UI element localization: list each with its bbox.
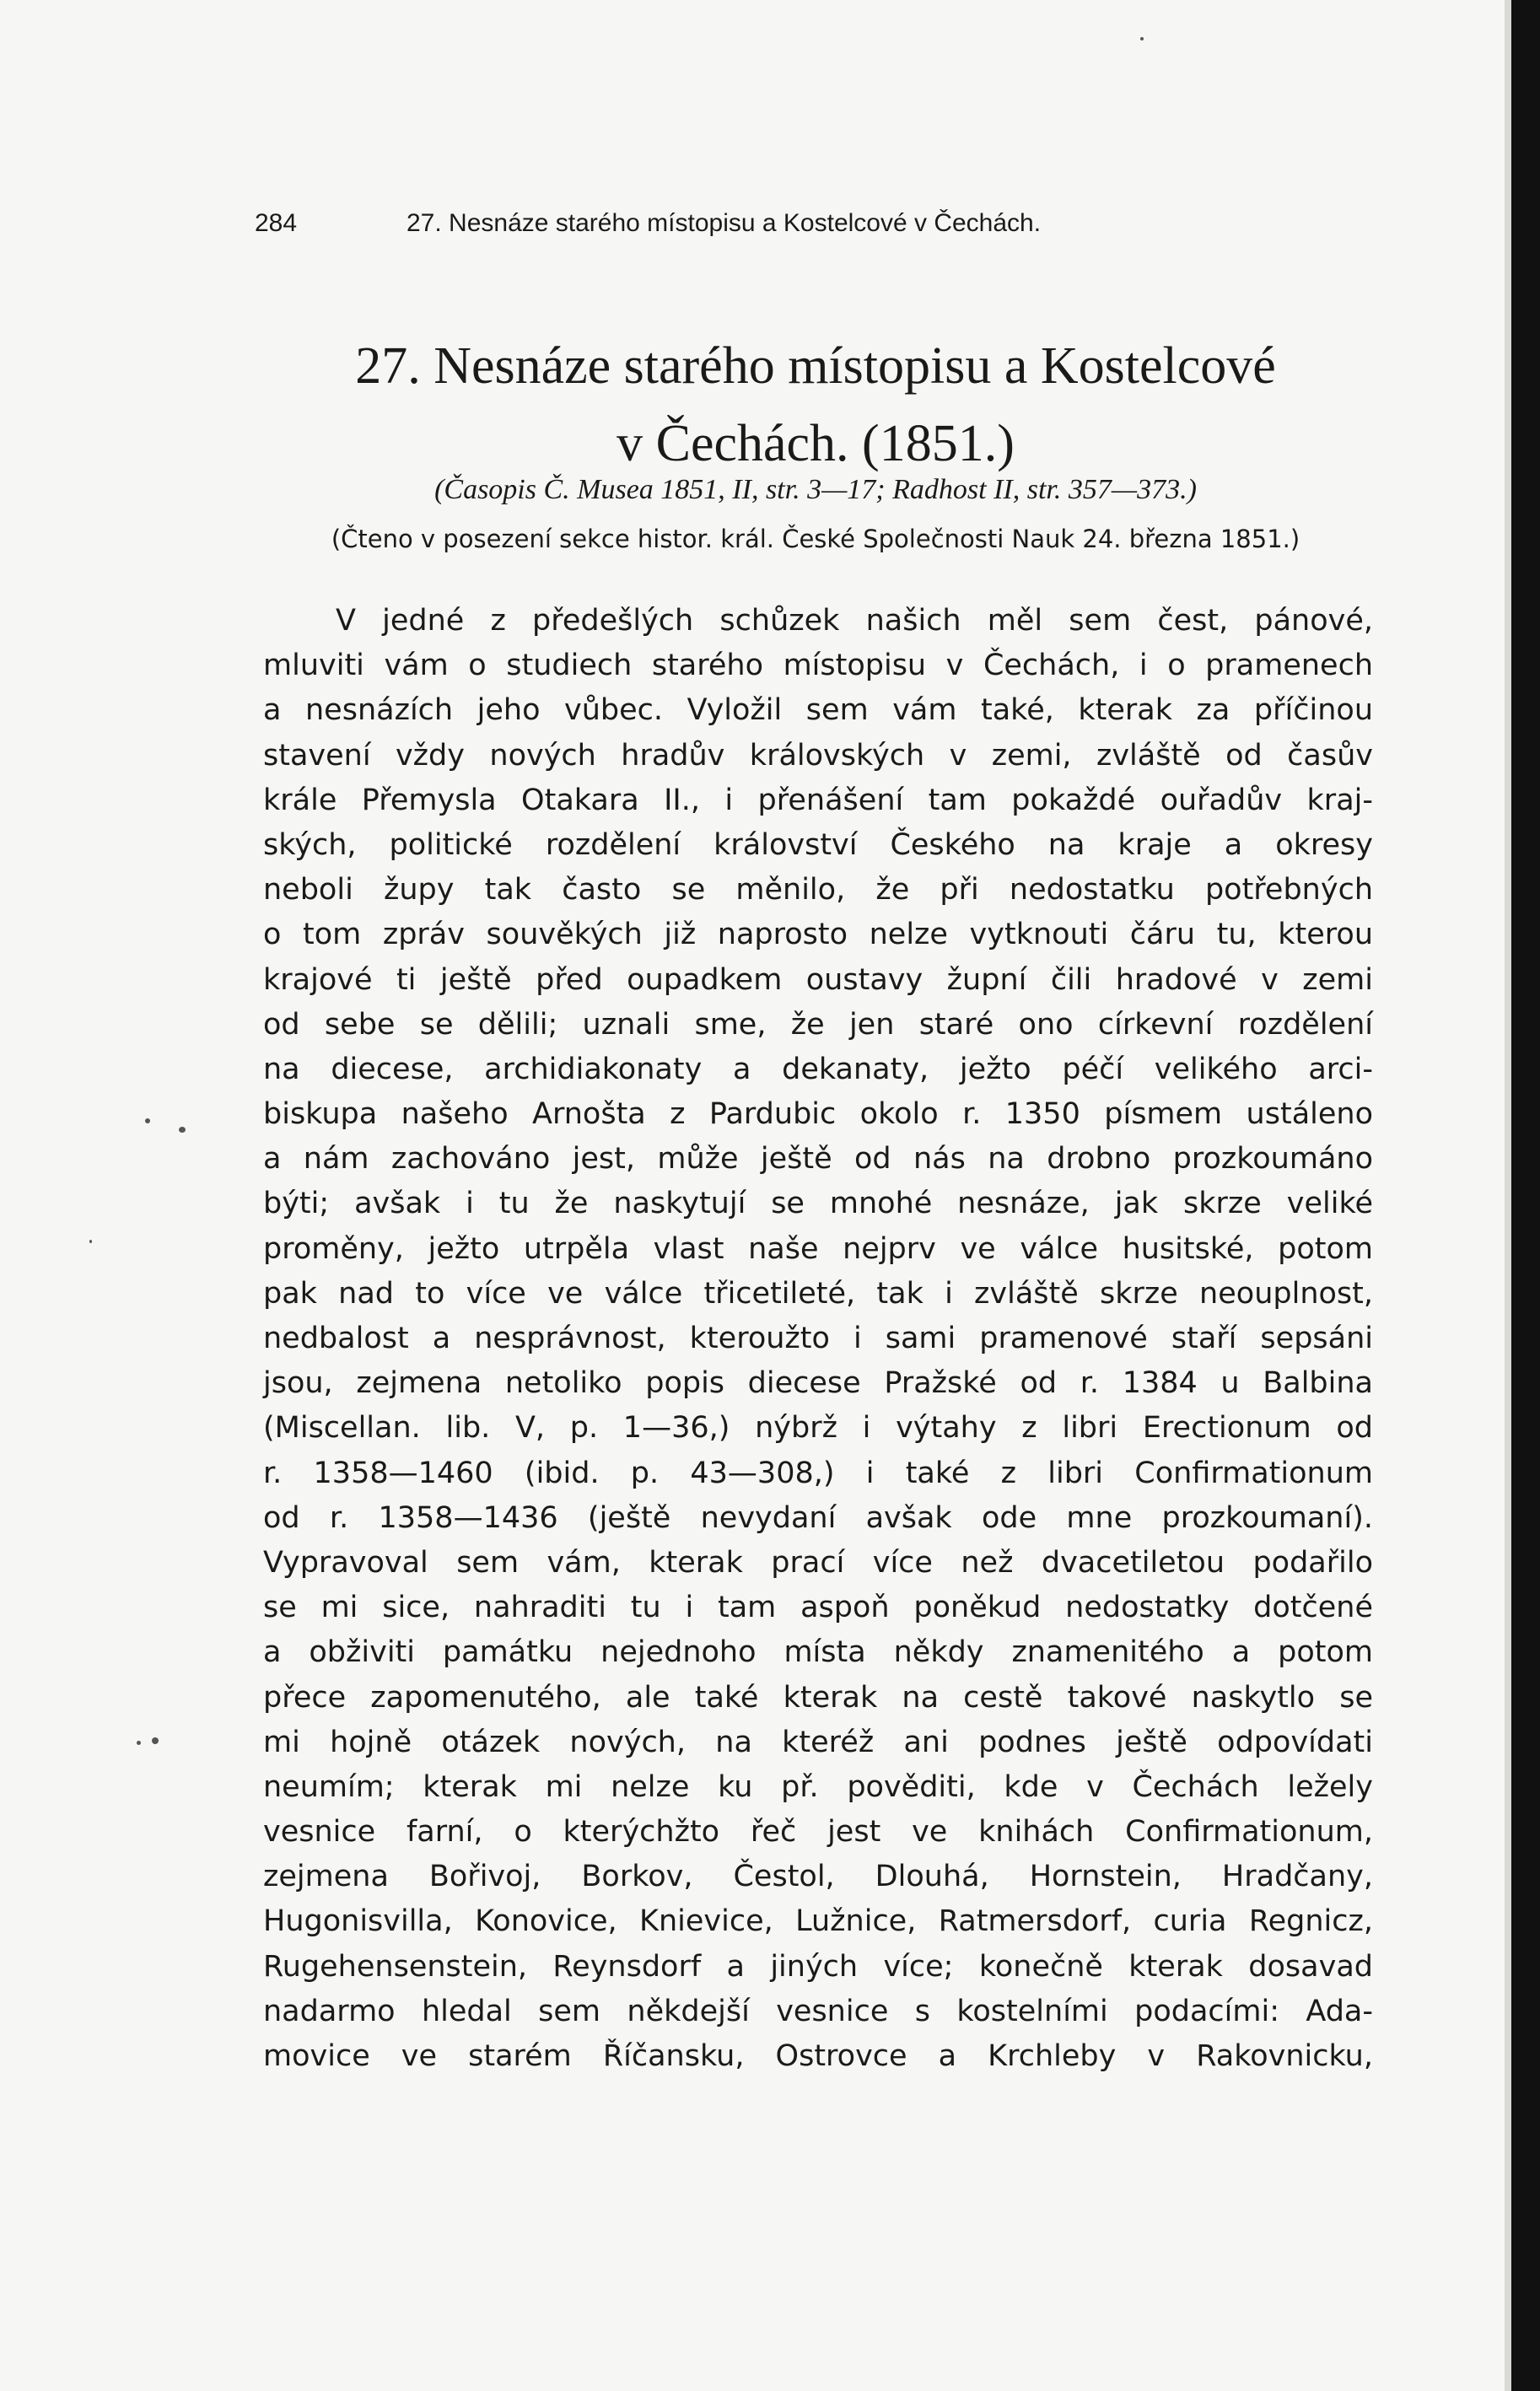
read-note: (Čteno v posezení sekce histor. král. České Společnosti Nauk 24. března 1851.) [331,525,1300,553]
body-line: býti; avšak i tu že naskytují se mnohé nesnáze, jak skrze veliké [263,1187,1373,1221]
body-line: krále Přemysla Otakara II., i přenášení tam pokaždé ouřadův kraj- [263,783,1373,817]
body-line: neumím; kterak mi nelze ku př. pověditi, kde v Čechách ležely [263,1769,1373,1804]
body-line: přece zapomenutého, ale také kterak na cestě takové naskytlo se [263,1680,1373,1715]
body-line: zejmena Bořivoj, Borkov, Čestol, Dlouhá, Hornstein, Hradčany, [263,1860,1373,1894]
body-line: vesnice farní, o kterýchžto řeč jest ve knihách Confirmationum, [263,1815,1373,1850]
body-line: pak nad to více ve válce třicetileté, tak i zvláště skrze neouplnost, [263,1276,1373,1311]
body-line: Hugonisvilla, Konovice, Knievice, Lužnice, Ratmersdorf, curia Regnicz, [263,1904,1373,1939]
body-line: biskupa našeho Arnošta z Pardubic okolo r. 1350 písmem ustáleno [263,1097,1373,1132]
page-number: 284 [255,209,298,237]
body-line: a nesnázích jeho vůbec. Vyložil sem vám také, kterak za příčinou [263,693,1373,728]
body-line: r. 1358—1460 (ibid. p. 43—308,) i také z libri Confirmationum [263,1456,1373,1490]
body-line: nadarmo hledal sem někdejší vesnice s kostelními podacími: Ada- [263,1994,1373,2028]
body-line: Vypravoval sem vám, kterak prací více než dvacetiletou podařilo [263,1545,1373,1580]
scan-edge-light [1505,0,1511,2391]
body-line: Rugehensenstein, Reynsdorf a jiných více; konečně kterak dosavad [263,1949,1373,1984]
body-line: mluviti vám o studiech starého místopisu v Čechách, i o pramenech [263,649,1373,683]
chapter-title-line-1: 27. Nesnáze starého místopisu a Kostelcové [355,337,1276,395]
body-line: krajové ti ještě před oupadkem oustavy župní čili hradové v zemi [263,962,1373,997]
body-line: mi hojně otázek nových, na kteréž ani podnes ještě odpovídati [263,1725,1373,1759]
body-line: od sebe se dělili; uznali sme, že jen staré ono církevní rozdělení [263,1007,1373,1042]
body-line: od r. 1358—1436 (ještě nevydaní avšak ode mne prozkoumaní). [263,1500,1373,1535]
body-line: proměny, ježto utrpěla vlast naše nejprv ve válce husitské, potom [263,1231,1373,1266]
body-line: o tom zpráv souvěkých již naprosto nelze vytknouti čáru tu, kterou [263,918,1373,952]
scan-speck [152,1737,159,1744]
running-head [255,209,1376,251]
body-line: ských, politické rozdělení království Českého na kraje a okresy [263,827,1373,862]
body-line: stavení vždy nových hradův královských v zemi, zvláště od časův [263,738,1373,773]
body-line: nedbalost a nesprávnost, kteroužto i sami pramenové staří sepsáni [263,1322,1373,1355]
body-line: na diecese, archidiakonaty a dekanaty, ježto péčí velikého arci- [263,1052,1373,1086]
scan-speck [1140,37,1144,40]
body-text [263,599,1373,2079]
scan-edge-dark [1511,0,1540,2391]
scan-speck [89,1240,92,1243]
scan-speck [145,1118,150,1123]
body-line: a nám zachováno jest, může ještě od nás na drobno prozkoumáno [263,1142,1373,1177]
source-citation: (Časopis Č. Musea 1851, II, str. 3—17; Radhost II, str. 357—373.) [434,474,1197,505]
running-title: 27. Nesnáze starého místopisu a Kostelcové v Čechách. [407,209,1042,237]
chapter-title [255,327,1376,482]
body-line: (Miscellan. lib. V, p. 1—36,) nýbrž i výtahy z libri Erectionum od [263,1411,1373,1446]
chapter-title-line-2: v Čechách. (1851.) [617,415,1015,472]
body-line: jsou, zejmena netoliko popis diecese Pražské od r. 1384 u Balbina [263,1366,1373,1401]
scan-speck [179,1127,186,1133]
body-line: neboli župy tak často se měnilo, že při nedostatku potřebných [263,873,1373,907]
body-line: movice ve starém Říčansku, Ostrovce a Krchleby v Rakovnicku, [263,2039,1373,2073]
body-line: se mi sice, nahraditi tu i tam aspoň poněkud nedostatky dotčené [263,1591,1373,1625]
body-line: a obživiti památku nejednoho místa někdy znamenitého a potom [263,1635,1373,1670]
body-line: V jedné z předešlých schůzek našich měl sem čest, pánové, [336,604,1373,638]
scan-speck [137,1741,141,1745]
